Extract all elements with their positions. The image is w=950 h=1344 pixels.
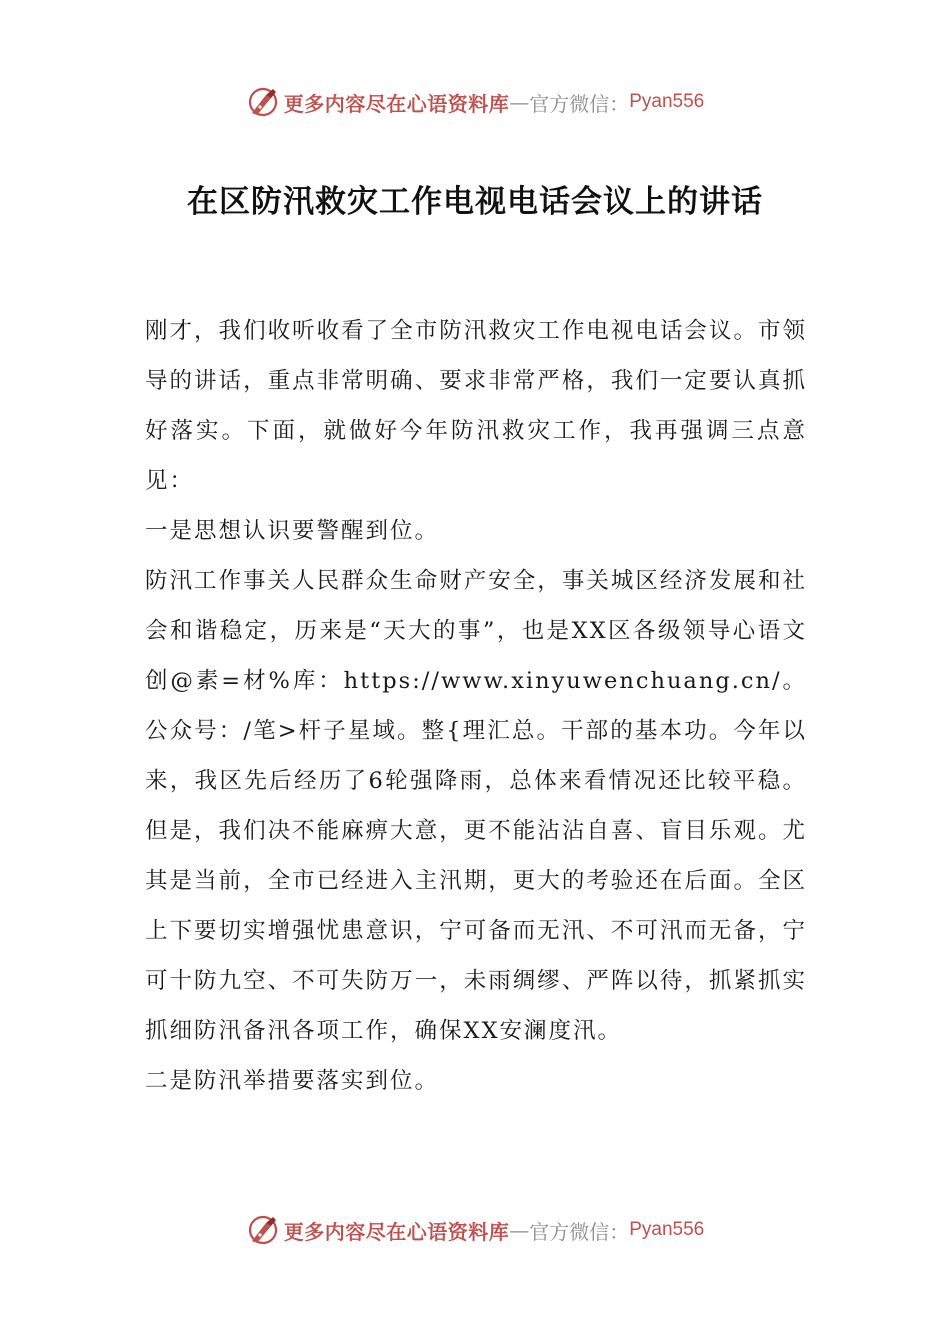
paragraph-point-two-heading: 二是防汛举措要落实到位。 bbox=[145, 1068, 440, 1094]
paragraph-point-one-body: 防汛工作事关人民群众生命财产安全，事关城区经济发展和社会和谐稳定，历来是“天大的事”，也是XX区各级领导心语文创@素=材%库：https://www.xinyuwenchuang.cn/。公众号：/笔>杆子星域。整{理汇总。干部的基本功。今年以来，我区先后经历了6轮强降雨，总体来看情况还比较平稳。但是，我们决不能麻痹大意，更不能沾沾自喜、盲目乐观。尤其是当前，全市已经进入主汛期，更大的考验还在后面。全区上下要切实增强忧患意识，宁可备而无汛、不可汛而无备，宁可十防九空、不可失防万一，未雨绸缪、严阵以待，抓紧抓实抓细防汛备汛各项工作，确保XX安澜度汛。 bbox=[145, 568, 807, 1044]
banner-main-text: 更多内容尽在心语资料库 bbox=[283, 91, 510, 116]
paragraph-point-one-heading: 一是思想认识要警醒到位。 bbox=[145, 518, 440, 544]
banner-wechat-id: Pyan556 bbox=[629, 1219, 705, 1240]
banner-official-label: 官方微信： bbox=[529, 91, 630, 116]
header-banner bbox=[0, 82, 950, 122]
banner-official-label: 官方微信： bbox=[529, 1219, 630, 1244]
banner-main-text: 更多内容尽在心语资料库 bbox=[283, 1219, 510, 1244]
banner-separator: — bbox=[509, 1218, 530, 1242]
document-title: 在区防汛救灾工作电视电话会议上的讲话 bbox=[187, 184, 763, 220]
document-body bbox=[145, 306, 807, 1106]
pen-nib-logo-icon bbox=[246, 1213, 280, 1247]
pen-nib-logo-icon bbox=[246, 85, 280, 119]
paragraph-intro: 刚才，我们收听收看了全市防汛救灾工作电视电话会议。市领导的讲话，重点非常明确、要求非常严格，我们一定要认真抓好落实。下面，就做好今年防汛救灾工作，我再强调三点意见： bbox=[145, 318, 807, 494]
footer-banner bbox=[0, 1210, 950, 1250]
banner-wechat-id: Pyan556 bbox=[629, 91, 705, 112]
banner-separator: — bbox=[509, 90, 530, 114]
